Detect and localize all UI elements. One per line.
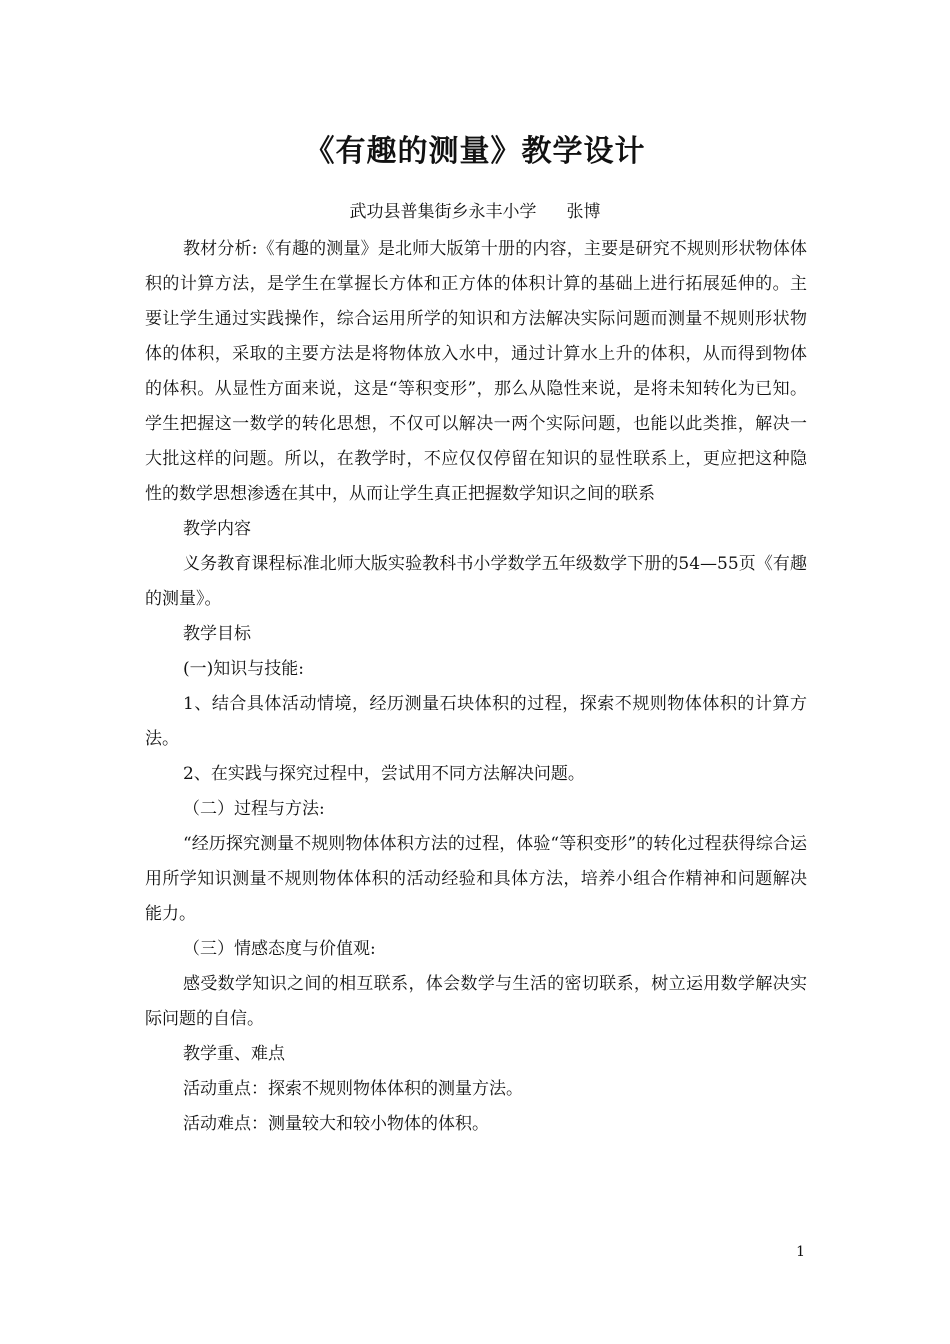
heading-objectives: 教学目标 [183,624,251,644]
heading-content: 教学内容 [183,519,251,539]
paragraph-objective-2: 2、在实践与探究过程中，尝试用不同方法解决问题。 [183,764,585,784]
subheading-process-method: （二）过程与方法: [183,799,325,819]
paragraph-objective-1: 1、结合具体活动情境，经历测量石块体积的过程，探索不规则物体体积的计算方法。 [145,694,807,749]
paragraph-attitude: 感受数学知识之间的相互联系，体会数学与生活的密切联系，树立运用数学解决实际问题的自信。 [145,974,807,1029]
document-title: 《有趣的测量》教学设计 [304,134,646,169]
document-body [145,232,807,1142]
author-byline [0,197,950,227]
paragraph-process: “经历探究测量不规则物体体积方法的过程，体验“等积变形”的转化过程获得综合运用所学知识测量不规则物体体积的活动经验和具体方法，培养小组合作精神和问题解决能力。 [145,834,807,924]
paragraph-difficulty: 活动难点：测量较大和较小物体的体积。 [183,1114,489,1134]
subheading-knowledge-skills: (一)知识与技能: [183,659,304,679]
subheading-attitude-values: （三）情感态度与价值观: [183,939,376,959]
school-name: 武功县普集街乡永丰小学 [349,202,537,222]
paragraph-analysis: 教材分析:《有趣的测量》是北师大版第十册的内容，主要是研究不规则形状物体体积的计算方法，是学生在掌握长方体和正方体的体积计算的基础上进行拓展延伸的。主要让学生通过实践操作，综合运用所学的知识和方法解决实际问题而测量不规则形状物体的体积，采取的主要方法是将物体放入水中，通过计算水上升的体积，从而得到物体的体积。从显性方面来说，这是“等积变形”，那么从隐性来说，是将未知转化为已知。学生把握这一数学的转化思想，不仅可以解决一两个实际问题，也能以此类推，解决一大批这样的问题。所以，在教学时，不应仅仅停留在知识的显性联系上，更应把这种隐性的数学思想渗透在其中，从而让学生真正把握数学知识之间的联系 [145,239,807,504]
author-name: 张博 [566,202,601,222]
page-number: 1 [796,1244,805,1260]
heading-key-points: 教学重、难点 [183,1044,285,1064]
paragraph-key-point: 活动重点：探索不规则物体体积的测量方法。 [183,1079,523,1099]
paragraph-content: 义务教育课程标准北师大版实验教科书小学数学五年级数学下册的54—55页《有趣的测量》。 [145,554,807,609]
